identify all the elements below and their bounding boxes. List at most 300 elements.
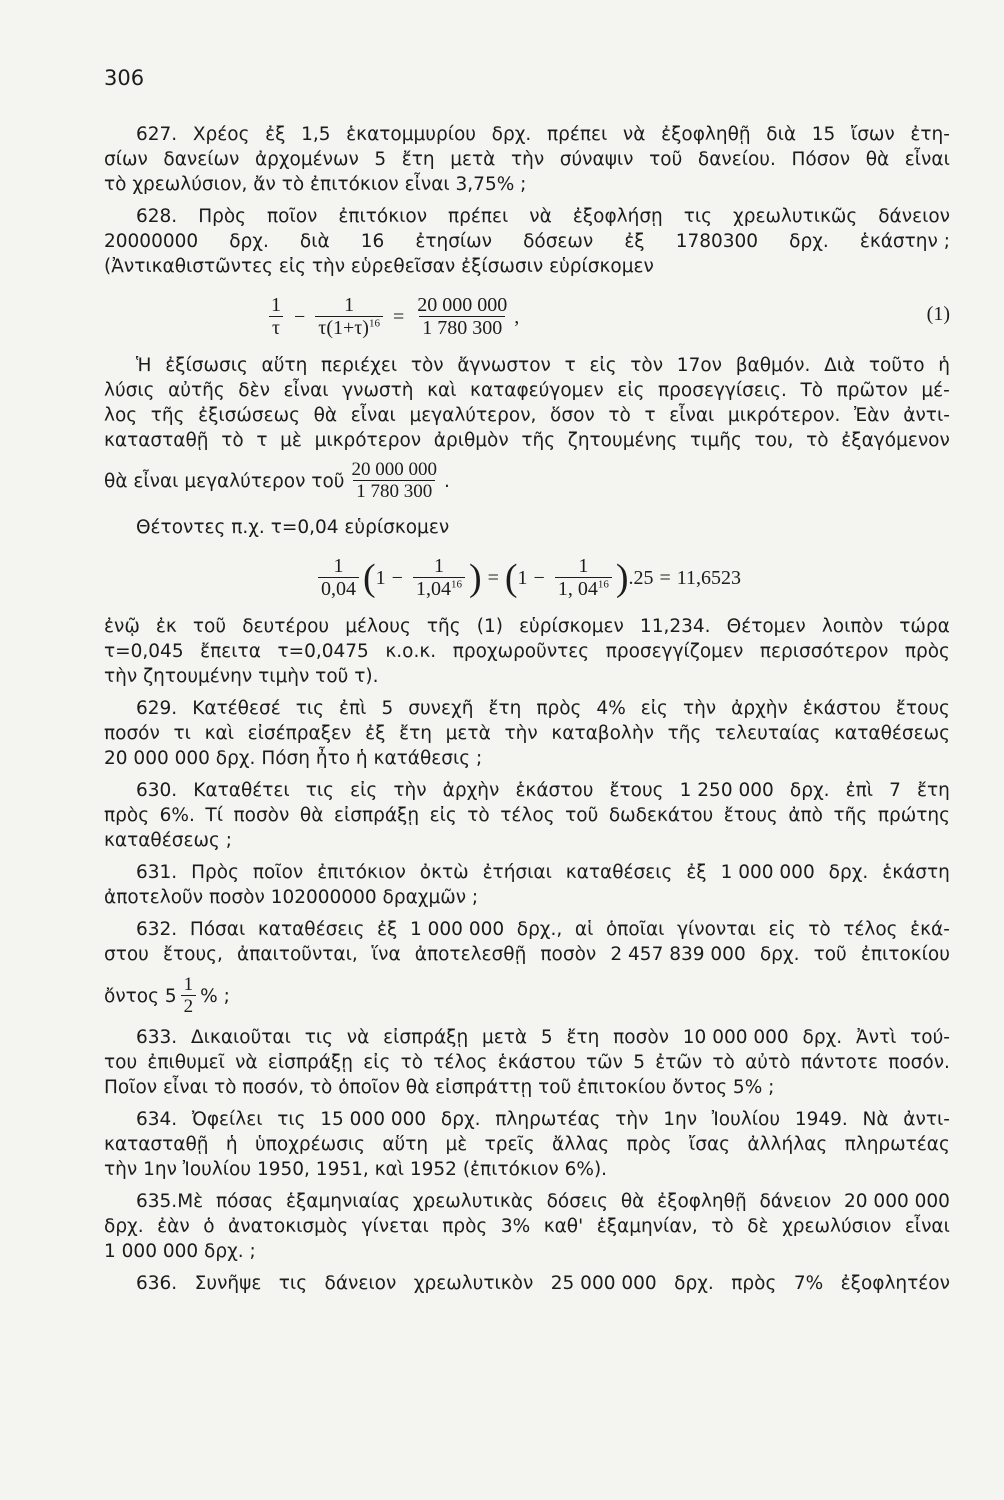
word: ἔτους (895, 698, 950, 719)
word: εἶναι (904, 149, 950, 170)
word: ἐξοφλήσῃ (572, 206, 663, 227)
word: πόσας (215, 1191, 274, 1212)
word: μὲ (280, 430, 302, 451)
word: ἀντι- (903, 1109, 950, 1130)
word: ἔτη (399, 723, 432, 744)
word: 1 000 000 δρχ. ; (104, 1241, 256, 1262)
word: βαθμόν. (735, 355, 811, 376)
word: 1 000 000 (409, 919, 505, 940)
word: πρὸς (536, 698, 582, 719)
word: προσεγγίζομεν (605, 641, 744, 662)
word: καθ' (543, 1216, 584, 1237)
word: Πόσον (791, 149, 851, 170)
word: ποῖον (267, 206, 318, 227)
word: ἀρχὴν (442, 780, 500, 801)
word: αὐτὸ (745, 1052, 791, 1073)
word: ἔτη (488, 698, 522, 719)
word: πληρωτέας (844, 1134, 950, 1155)
word: τ (564, 355, 576, 376)
word: τὴν 1ην Ἰουλίου 1950, 1951, καὶ 1952 (ἐπιτόκιον 6%). (104, 1159, 608, 1180)
word: πρέπει (448, 206, 509, 227)
word: ἐπὶ (339, 698, 367, 719)
word: τοῦ (192, 616, 227, 637)
word: ἄγνωστον (457, 355, 551, 376)
word: 628. (136, 206, 178, 227)
word: τις (295, 698, 325, 719)
word: Πρὸς (198, 206, 247, 227)
word: 627. (136, 124, 178, 145)
problem-630 (104, 778, 950, 853)
larger-than-line: θὰ εἶναι μεγαλύτερον τοῦ $\frac{20 000 000}{1 780 300}$ . (104, 459, 450, 502)
text-line (104, 1107, 950, 1132)
text-line (104, 614, 950, 639)
word: δρχ. (229, 231, 269, 252)
word: μέ- (921, 380, 950, 401)
word: 5 (540, 1027, 553, 1048)
word: θὰ (313, 405, 338, 426)
word: προσεγγίσεις. (658, 380, 787, 401)
word: ποῖον (252, 862, 304, 883)
word: γνωστὴ (342, 380, 414, 401)
word: ἀντι- (903, 405, 950, 426)
word: εἶναι (350, 405, 396, 426)
word: ἑξαμηνίαν, (596, 1216, 698, 1237)
word: ἐξαγόμενον (841, 430, 950, 451)
word: ἔτους, (163, 944, 223, 965)
word: 5 (633, 1052, 645, 1073)
text-line (104, 229, 950, 254)
word: εἰς (768, 919, 796, 940)
word: δρχ. (759, 944, 800, 965)
word: τὸ (221, 430, 244, 451)
fraction-1-over-tau: $\frac{1}{\tau}$ (268, 295, 284, 339)
word: 1,5 (301, 124, 331, 145)
word: 1780300 (675, 231, 759, 252)
word: 633. (136, 1027, 178, 1048)
word: ἑκατομμυρίου (346, 124, 476, 145)
word: ἐνῷ (104, 616, 140, 637)
word: χρεωλύσιον (782, 1216, 892, 1237)
word: ἄλλας (552, 1134, 610, 1155)
word: ἡ (938, 355, 950, 376)
word: δρχ. (674, 1273, 714, 1294)
word: (1) (476, 616, 503, 637)
word: ἐξοφληθῇ (661, 124, 751, 145)
word: 1949. (794, 1109, 848, 1130)
word: νὰ (346, 1027, 370, 1048)
word: δωδεκάτου (608, 805, 714, 826)
word: κ.ο.κ. (385, 641, 437, 662)
word: πρέπει (546, 124, 608, 145)
word: πρῶτον (836, 380, 908, 401)
paragraph-explanation (104, 353, 950, 453)
page-content (104, 122, 950, 1296)
word: 2 457 839 000 (610, 944, 746, 965)
word: τῆς (833, 805, 868, 826)
problem-628 (104, 204, 950, 279)
word: Δικαιοῦται (191, 1027, 291, 1048)
word: Τὸ (800, 380, 824, 401)
text-line (104, 828, 950, 853)
word: θὰ (865, 149, 890, 170)
word: ἑκάστην ; (859, 231, 950, 252)
word: μέλους (345, 616, 411, 637)
word: τῆς (426, 616, 461, 637)
word: ἔτη (917, 780, 950, 801)
fraction-ratio: $\frac{20 000 000}{1 780 300}$ (417, 294, 508, 339)
word: ἴσων (850, 124, 895, 145)
word: καὶ (427, 380, 457, 401)
word: ἐξ (686, 862, 707, 883)
paragraph-approximation (104, 614, 950, 689)
word: εἰς (429, 805, 457, 826)
text-line (104, 254, 950, 279)
word: 7 (889, 780, 901, 801)
word: ἀπαιτοῦνται, (237, 944, 358, 965)
word: χρεωλυτικὸν (413, 1273, 534, 1294)
word: Καταθέτει (193, 780, 290, 801)
word: κατασταθῇ (104, 430, 209, 451)
word: μετὰ (450, 149, 496, 170)
word: δευτέρου (242, 616, 330, 637)
word: τοῦ (813, 944, 847, 965)
word: 16 (360, 231, 385, 252)
word: 6%. (159, 805, 195, 826)
word: 635.Μὲ (136, 1191, 204, 1212)
word: ἑκάστου (515, 780, 594, 801)
equation-2: $\frac{1}{0,04}$ ( 1 − $\frac{1}{1,04^{16}}$ ) = ( 1 − $\frac{1}{1, 04^{16}}$ ) .25 = 11,6523 (104, 542, 950, 614)
fraction-inline: $\frac{20 000 000}{1 780 300}$ (351, 459, 437, 502)
word: λύσις (104, 380, 155, 401)
text-line (104, 428, 950, 453)
text-line (104, 147, 950, 172)
word: εἰς (363, 1052, 391, 1073)
text-line (104, 1189, 950, 1214)
word: εἶναι (904, 1216, 950, 1237)
text-line (104, 860, 950, 885)
word: 25 000 000 (550, 1273, 657, 1294)
word: τρεῖς (484, 1134, 535, 1155)
word: εἰς (589, 355, 617, 376)
word: ἀρχὴν (731, 698, 788, 719)
text-line (104, 403, 950, 428)
text-line (104, 917, 950, 942)
word: 636. (136, 1273, 178, 1294)
word: τις (277, 1109, 306, 1130)
word: δάνειον (759, 1191, 832, 1212)
word: ἐξ (265, 124, 286, 145)
word: ἐπιτοκίου (860, 944, 950, 965)
word: ἐὰν (157, 1216, 190, 1237)
word: 20 000 000 (844, 1191, 950, 1212)
word: τοῦ (565, 805, 599, 826)
text-line (104, 1132, 950, 1157)
word: Ποῖον εἶναι τὸ ποσόν, τὸ ὁποῖον θὰ εἰσπράττῃ τοῦ ἐπιτοκίου ὄντος 5% ; (104, 1077, 775, 1098)
word: περιέχει (321, 355, 398, 376)
word: κατασταθῇ (104, 1134, 209, 1155)
word: 17ον (676, 355, 722, 376)
word: διὰ (299, 231, 330, 252)
word: τὸ (400, 1052, 424, 1073)
word: ὅσον (550, 405, 595, 426)
word: τὴν (504, 723, 538, 744)
word: ἀποτελοῦν ποσὸν 102000000 δραχμῶν ; (104, 887, 479, 908)
word: ἐτήσιαι (482, 862, 552, 883)
word: ἐτησίων (415, 231, 493, 252)
word: ἵνα (371, 944, 401, 965)
word: τῆς (667, 723, 702, 744)
word: 10 000 000 (682, 1027, 789, 1048)
word: εὑρίσκομεν (519, 616, 624, 637)
word: ἀνατοκισμὸς (228, 1216, 349, 1237)
word: Πόσαι (189, 919, 246, 940)
problem-627 (104, 122, 950, 197)
word: ἔτη (401, 149, 435, 170)
word: ἐτῶν (655, 1052, 703, 1073)
word: 20 000 000 δρχ. Πόση ἦτο ἡ κατάθεσις ; (104, 748, 483, 769)
word: τ=0,0475 (277, 641, 369, 662)
word: εἰσπράξῃ (383, 1027, 469, 1048)
word: στου (104, 944, 149, 965)
word: τ (256, 430, 268, 451)
text-line (104, 1050, 950, 1075)
word: δρχ., (516, 919, 563, 940)
word: τῆς (150, 405, 185, 426)
word: τιμῆς (690, 430, 742, 451)
problem-632 (104, 917, 950, 967)
word: τὴν (615, 1109, 649, 1130)
word: ποσὸν (540, 944, 597, 965)
word: 15 000 000 (320, 1109, 427, 1130)
word: διὰ (766, 124, 797, 145)
word: νὰ (235, 1052, 258, 1073)
word: τὴν (393, 780, 427, 801)
word: 1 000 000 (720, 862, 815, 883)
word: τὸν (630, 355, 664, 376)
word: σύναψιν (559, 149, 634, 170)
word: ἐξισώσεως (198, 405, 300, 426)
word: ἐξ (377, 919, 398, 940)
word: πρώτης (877, 805, 950, 826)
word: τ=0,045 (104, 641, 184, 662)
text-line (104, 378, 950, 403)
text-line (104, 942, 950, 967)
word: ἡ (225, 1134, 238, 1155)
word: εἰσπράξῃ (267, 1052, 353, 1073)
word: ὀκτὼ (419, 862, 469, 883)
word: Ἐὰν (853, 405, 890, 426)
word: εἰσπράξῃ (333, 805, 420, 826)
word: πρὸς (104, 805, 150, 826)
word: ἑξαμηνιαίας (285, 1191, 401, 1212)
text-line (104, 172, 950, 197)
word: δόσεις (546, 1191, 609, 1212)
word: θὰ (299, 805, 324, 826)
word: ὑποχρέωσις (255, 1134, 365, 1155)
word: 4% (596, 698, 626, 719)
word: ἐξ (624, 231, 645, 252)
word: καταθέσεις (257, 919, 365, 940)
text-line (104, 1025, 950, 1050)
text-line (104, 803, 950, 828)
word: καταθέσεως ; (104, 830, 232, 851)
text-line (104, 1075, 950, 1100)
word: μεγαλύτερον, (409, 405, 537, 426)
text-line (104, 885, 950, 910)
word: 629. (136, 698, 178, 719)
word: 5 (381, 698, 394, 719)
word: λος (104, 405, 138, 426)
problem-633 (104, 1025, 950, 1100)
word: ἐπὶ (845, 780, 874, 801)
word: τὴν (682, 698, 717, 719)
word: ἀποτελεσθῇ (414, 944, 527, 965)
word: Θέτομεν (726, 616, 806, 637)
word: τὸν (410, 355, 444, 376)
word: ποσὸν (613, 1027, 669, 1048)
word: συνεχῆ (408, 698, 474, 719)
word: περισσότερον (759, 641, 889, 662)
word: μὲ (445, 1134, 468, 1155)
word: ἐξ (365, 723, 386, 744)
word: τελευταίας (715, 723, 821, 744)
word: προχωροῦντες (452, 641, 590, 662)
word: 11,234. (639, 616, 711, 637)
word: εἶναι (669, 405, 715, 426)
word: τέλος (500, 805, 555, 826)
word: πάντοτε (800, 1052, 878, 1073)
text-line (104, 204, 950, 229)
word: ἑκάστη (882, 862, 950, 883)
word: δάνειον (324, 1273, 397, 1294)
word: Χρέος (192, 124, 250, 145)
word: θὰ (620, 1191, 645, 1212)
word: δανείου. (697, 149, 776, 170)
word: τὴν ζητουμένην τιμὴν τοῦ τ). (104, 666, 379, 687)
word: ἐξοφλητέον (840, 1273, 950, 1294)
word: εἰς (350, 780, 378, 801)
word: καταθέσεως (834, 723, 950, 744)
word: δὲν (238, 380, 270, 401)
word: δρχ. (491, 124, 532, 145)
word: δανείων (163, 149, 240, 170)
word: τέλος (433, 1052, 488, 1073)
word: τις (278, 1273, 308, 1294)
text-line (104, 664, 950, 689)
word: ἴσας (688, 1134, 731, 1155)
word: καὶ (204, 723, 234, 744)
word: δόσεων (523, 231, 594, 252)
word: ὁποῖαι (605, 919, 665, 940)
word: καταθέσεις (565, 862, 673, 883)
word: ἔτη (566, 1027, 600, 1048)
word: 15 (811, 124, 836, 145)
word: Νὰ (862, 1109, 889, 1130)
word: ποσόν. (888, 1052, 950, 1073)
problem-635 (104, 1189, 950, 1264)
word: 634. (136, 1109, 178, 1130)
text-line (104, 122, 950, 147)
problem-631 (104, 860, 950, 910)
text-line (104, 1214, 950, 1239)
word: τις (305, 780, 335, 801)
word: ἀλλήλας (747, 1134, 828, 1155)
text-line (104, 1271, 950, 1296)
fraction-compound: $\frac{1}{\tau(1+\tau)^{16}}$ (315, 295, 383, 339)
word: ἐκ (155, 616, 177, 637)
word: καταβολὴν (551, 723, 654, 744)
word: τού- (910, 1027, 950, 1048)
word: εἰς (617, 380, 645, 401)
word: δρχ. (440, 1109, 481, 1130)
word: ὁ (203, 1216, 215, 1237)
word: τὸ (808, 919, 831, 940)
word: γίνεται (361, 1216, 429, 1237)
word: (Ἀντικαθιστῶντες εἰς τὴν εὑρεθεῖσαν ἐξίσωσιν εὑρίσκομεν (104, 256, 654, 277)
word: Ἡ (136, 355, 152, 376)
word: αἱ (574, 919, 594, 940)
word: τοῦτο (868, 355, 925, 376)
word: Ὀφείλει (191, 1109, 263, 1130)
word: ἐπιτόκιον (338, 206, 428, 227)
word: τέλος (843, 919, 898, 940)
word: 3% (500, 1216, 531, 1237)
word: 632. (136, 919, 178, 940)
word: πληρωτέας (495, 1109, 601, 1130)
word: ἀριθμὸν (433, 430, 509, 451)
word: ἐπιτόκιον (317, 862, 406, 883)
word: τὸ χρεωλύσιον, ἄν τὸ ἐπιτόκιον εἶναι 3,75% ; (104, 174, 527, 195)
word: μικρότερον. (727, 405, 841, 426)
word: εἰς (640, 698, 668, 719)
word: τις (683, 206, 713, 227)
word: τὸ (711, 1216, 734, 1237)
word: χρεωλυτικὰς (412, 1191, 534, 1212)
word: ζητουμένης (567, 430, 678, 451)
word: ἐξοφληθῇ (657, 1191, 747, 1212)
word: ἑκάστου (802, 698, 881, 719)
word: Πρὸς (191, 862, 239, 883)
word: μετὰ (445, 723, 491, 744)
word: 1 250 000 (679, 780, 774, 801)
word: ἔτους (723, 805, 778, 826)
word: δρχ. (789, 231, 829, 252)
equation-1: $\frac{1}{\tau}$ − $\frac{1}{\tau(1+\tau)^{16}}$ = $\frac{20 000 000}{1 780 300}$ , (1) (104, 281, 950, 353)
word: τις (304, 1027, 333, 1048)
word: δρχ. (789, 780, 830, 801)
word: δρχ. (104, 1216, 144, 1237)
word: αὕτη (382, 1134, 429, 1155)
setting-line: Θέτοντες π.χ. τ=0,04 εὑρίσκομεν (136, 517, 450, 538)
word: αὕτη (261, 355, 308, 376)
word: τὸ (712, 1052, 735, 1073)
problem-636 (104, 1271, 950, 1296)
word: ἔτους (609, 780, 664, 801)
word: τὸ (806, 430, 829, 451)
word: του (104, 1052, 138, 1073)
text-line (104, 1239, 950, 1264)
word: ἐτη- (910, 124, 950, 145)
word: ποσόν (104, 723, 160, 744)
word: τ (644, 405, 656, 426)
word: τὴν (510, 149, 545, 170)
text-line (104, 721, 950, 746)
word: εἰσέπραξεν (247, 723, 352, 744)
word: 20000000 (104, 231, 199, 252)
word: χρεωλυτικῶς (733, 206, 858, 227)
word: μικρότερον (314, 430, 422, 451)
word: ἔπειτα (200, 641, 261, 662)
